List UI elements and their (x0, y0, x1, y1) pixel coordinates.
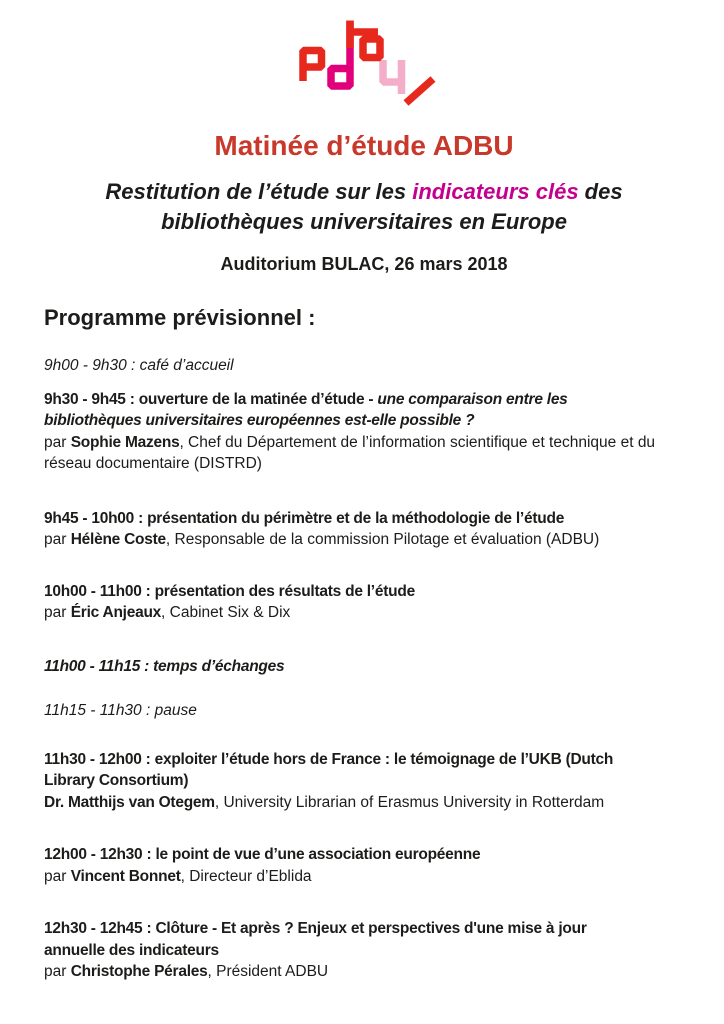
text-segment: par (44, 963, 71, 980)
text-line (44, 844, 684, 866)
text-segment: , Directeur d’Eblida (180, 867, 312, 885)
text-line (44, 961, 684, 983)
adbu-logo-icon (289, 8, 439, 113)
program-heading: Programme prévisionnel : (44, 305, 316, 330)
text-segment: par (44, 531, 71, 548)
program-item (44, 389, 684, 475)
text-line (44, 770, 684, 792)
page-title: Matinée d’étude ADBU (214, 130, 514, 161)
text-line (44, 940, 684, 962)
text-line (44, 656, 684, 678)
text-line (44, 207, 684, 237)
text-line (44, 453, 684, 475)
subtitle (44, 177, 684, 237)
text-segment: 11h30 - 12h00 : exploiter l’étude hors de France : le témoignage de l’UKB (Dutch (44, 750, 614, 768)
program-item (44, 918, 684, 983)
text-segment: bibliothèques universitaires en Europe (161, 209, 567, 234)
text-segment: Sophie Mazens (70, 433, 180, 451)
text-segment: Éric Anjeaux (70, 604, 162, 621)
adbu-logo (44, 8, 684, 113)
program-list (44, 355, 684, 983)
venue-date: Auditorium BULAC, 26 mars 2018 (220, 254, 508, 274)
text-segment: Library Consortium) (44, 772, 189, 789)
text-segment: par (44, 433, 71, 451)
text-segment: 9h45 - 10h00 : présentation du périmètre et de la méthodologie de l’étude (44, 509, 565, 527)
text-segment: Restitution de l’étude sur les (105, 179, 413, 204)
program-item (44, 700, 684, 722)
text-segment: Dr. Matthijs van Otegem (44, 793, 215, 811)
text-segment: des (578, 179, 623, 204)
text-line (44, 529, 684, 551)
text-line (44, 602, 684, 624)
text-line (44, 355, 684, 377)
text-segment: , Cabinet Six & Dix (161, 604, 291, 621)
text-segment: bibliothèques universitaires européennes est-elle possible ? (44, 412, 475, 429)
program-item (44, 656, 684, 678)
text-segment: par (44, 867, 71, 885)
text-segment: par (44, 604, 71, 621)
program-item (44, 749, 684, 814)
program-item (44, 844, 684, 887)
text-segment: réseau documentaire (DISTRD) (44, 455, 262, 472)
text-segment: Hélène Coste (70, 531, 166, 548)
text-segment: , University Librarian of Erasmus University in Rotterdam (214, 793, 605, 811)
text-line (44, 581, 684, 603)
text-segment: , Président ADBU (207, 963, 329, 980)
program-item (44, 581, 684, 624)
program-item (44, 355, 684, 377)
text-line (44, 410, 684, 432)
text-line (44, 177, 684, 207)
text-segment: 12h00 - 12h30 : le point de vue d’une association européenne (44, 846, 481, 863)
text-line (44, 700, 684, 722)
text-segment: , Chef du Département de l’information scientifique et technique et du (179, 433, 656, 451)
text-line (44, 792, 684, 814)
text-segment: 10h00 - 11h00 : présentation des résultats de l’étude (44, 582, 415, 600)
text-segment: annuelle des indicateurs (44, 941, 219, 959)
text-segment: 12h30 - 12h45 : Clôture - Et après ? Enjeux et perspectives d'une mise à jour (44, 920, 587, 937)
text-line (44, 918, 684, 940)
text-segment: 11h00 - 11h15 : temps d’échanges (44, 657, 285, 675)
text-line (44, 866, 684, 888)
text-line (44, 749, 684, 771)
program-item (44, 508, 684, 551)
text-segment: 9h00 - 9h30 : café d’accueil (44, 357, 234, 374)
text-segment: Christophe Pérales (70, 963, 208, 980)
text-segment: 11h15 - 11h30 : pause (44, 702, 197, 719)
text-segment: indicateurs clés (412, 179, 579, 204)
text-line (44, 389, 684, 411)
text-segment: une comparaison entre les (377, 390, 568, 408)
text-segment: , Responsable de la commission Pilotage et évaluation (ADBU) (165, 531, 600, 548)
text-line (44, 432, 684, 454)
text-line (44, 508, 684, 530)
text-segment: Vincent Bonnet (70, 867, 181, 885)
text-segment: 9h30 - 9h45 : ouverture de la matinée d’étude - (44, 390, 378, 408)
